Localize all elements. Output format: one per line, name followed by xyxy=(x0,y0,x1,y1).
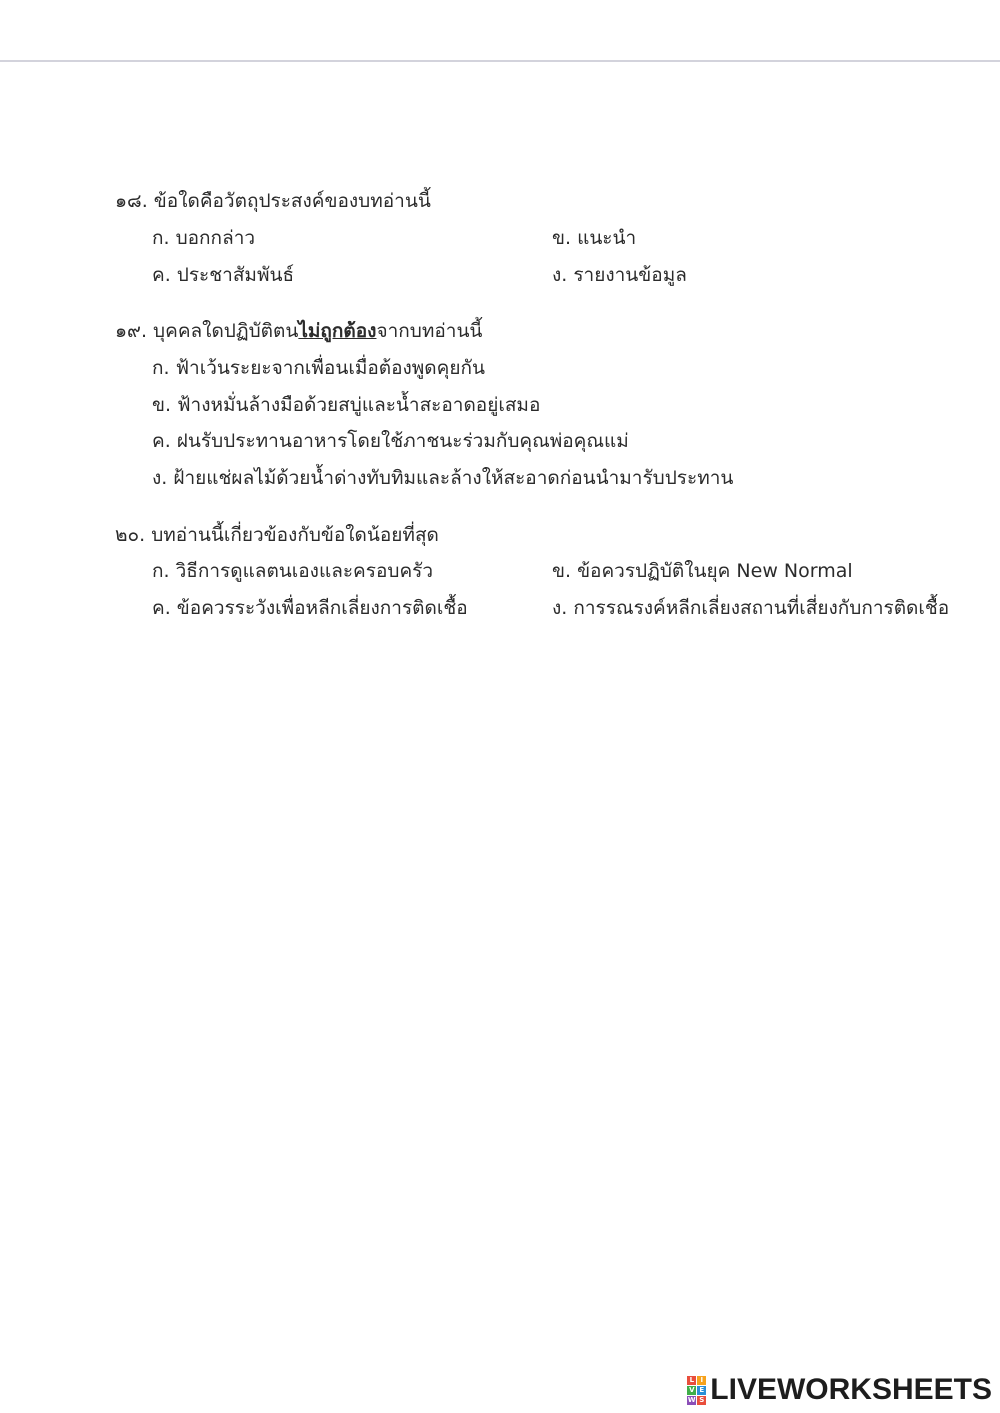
logo-tile-1: L xyxy=(687,1376,696,1385)
liveworksheets-logo xyxy=(687,1373,992,1407)
question-18-stem: ๑๘. ข้อใดคือวัตถุประสงค์ของบทอ่านนี้ xyxy=(115,190,431,212)
question-20-option-d[interactable]: ง. การรณรงค์หลีกเลี่ยงสถานที่เสี่ยงกับการติดเชื้อ xyxy=(552,597,950,619)
logo-tile-4: E xyxy=(697,1386,706,1395)
question-20-option-c[interactable]: ค. ข้อควรระวังเพื่อหลีกเลี่ยงการติดเชื้อ xyxy=(152,597,468,619)
logo-tile-3: V xyxy=(689,1385,695,1394)
question-19-stem-emphasis: ไม่ถูกต้อง xyxy=(298,320,377,342)
logo-tile-5: W xyxy=(687,1395,696,1404)
question-18-option-a[interactable]: ก. บอกกล่าว xyxy=(152,227,256,249)
logo-tile-6: S xyxy=(699,1395,705,1404)
top-divider xyxy=(0,60,1000,62)
question-19-option-c[interactable]: ค. ฝนรับประทานอาหารโดยใช้ภาชนะร่วมกับคุณพ่อคุณแม่ xyxy=(152,430,629,452)
liveworksheets-logo-icon xyxy=(687,1376,706,1405)
question-19-stem-end: จากบทอ่านนี้ xyxy=(376,320,483,342)
question-19-option-b[interactable]: ข. ฟ้างหมั่นล้างมือด้วยสบู่และน้ำสะอาดอยู่เสมอ xyxy=(152,394,541,416)
question-19-option-d[interactable]: ง. ฝ้ายแช่ผลไม้ด้วยน้ำด่างทับทิมและล้างให้สะอาดก่อนนำมารับประทาน xyxy=(152,467,734,489)
question-18-option-b[interactable]: ข. แนะนำ xyxy=(552,227,637,249)
question-18-option-d[interactable]: ง. รายงานข้อมูล xyxy=(552,264,687,286)
question-20-option-b[interactable]: ข. ข้อควรปฏิบัติในยุค New Normal xyxy=(552,560,853,582)
question-20-option-a[interactable]: ก. วิธีการดูแลตนเองและครอบครัว xyxy=(152,560,434,582)
question-19-stem xyxy=(115,318,482,344)
brand-name: LIVEWORKSHEETS xyxy=(710,1373,992,1406)
question-18-option-c[interactable]: ค. ประชาสัมพันธ์ xyxy=(152,264,295,286)
question-19-option-a[interactable]: ก. ฟ้าเว้นระยะจากเพื่อนเมื่อต้องพูดคุยกัน xyxy=(152,357,485,379)
logo-tile-2: I xyxy=(697,1376,706,1385)
question-20-stem: ๒๐. บทอ่านนี้เกี่ยวข้องกับข้อใดน้อยที่สุด xyxy=(115,524,439,546)
question-19-stem-start: ๑๙. บุคคลใดปฏิบัติตน xyxy=(115,320,299,342)
